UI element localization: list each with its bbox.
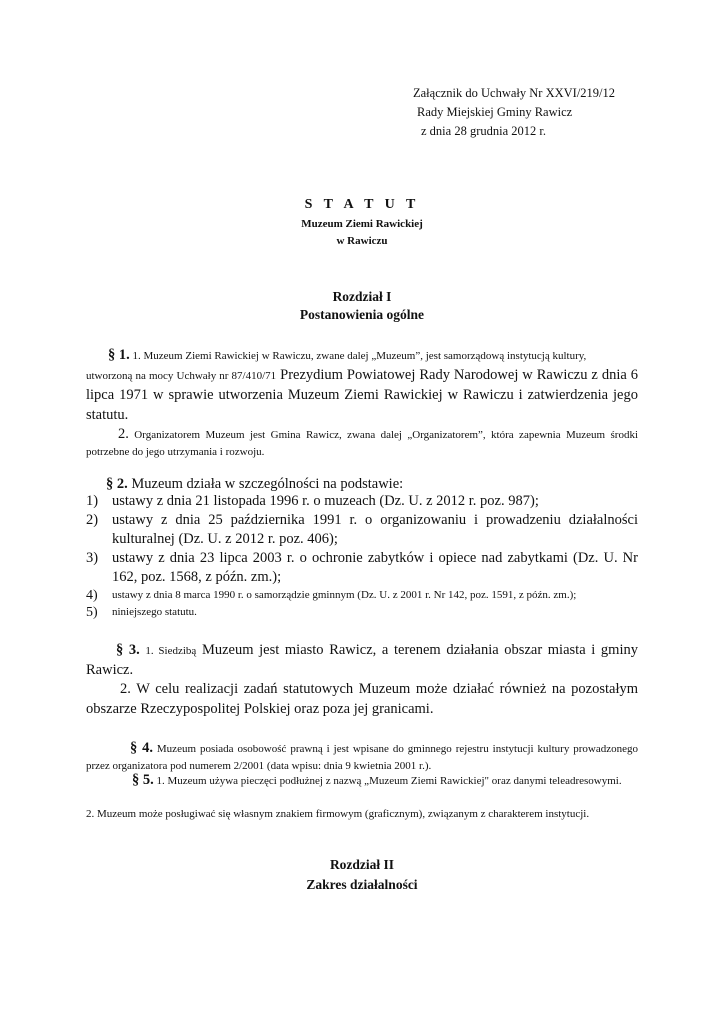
chapter-1-name: Postanowienia ogólne: [299, 307, 425, 322]
section-1-text-c: Prezydium Powiatowej Rady Narodowej w Rawiczu z: [280, 367, 598, 383]
section-2-intro: [106, 474, 403, 494]
section-1-p2-num: 2.: [118, 426, 129, 442]
list-item: 4) ustawy z dnia 8 marca 1990 r. o samorządzie gminnym (Dz. U. z 2001 r. Nr 142, poz. 1591, z późn. zm.);: [86, 588, 577, 603]
chapter-2-name: Zakres działalności: [306, 877, 418, 892]
statute-subtitle-museum: Muzeum Ziemi Rawickiej: [301, 218, 423, 230]
chapter-2-label: Rozdział II: [329, 857, 395, 872]
section-1-sign: § 1.: [108, 347, 130, 363]
section-3-text-a: 1. Siedzibą: [145, 645, 197, 657]
section-5-text-1: 1. Muzeum używa pieczęci podłużnej z nazwą „Muzeum Ziemi Rawickiej" oraz danymi teleadresowymi.: [156, 775, 622, 787]
attachment-header: [413, 84, 615, 141]
section-3-text-b: Muzeum jest miasto Rawicz, a terenem działania obszar miasta i gminy Rawicz.: [86, 642, 638, 678]
section-1-text-a: 1. Muzeum Ziemi Rawickiej w Rawiczu, zwane dalej „Muzeum”, jest samorządową instytucją kultury,: [132, 350, 587, 362]
section-2-list: [86, 492, 638, 621]
section-1-paragraph-2: [86, 424, 638, 461]
section-4-text: Muzeum posiada osobowość prawną i jest wpisane do gminnego rejestru instytucji kultury prowadzonego przez organizatora pod numerem 2/2001 (data wpisu: dnia 9 kwietnia 2001 r.).: [86, 743, 639, 772]
section-1-text-b: utworzoną na mocy Uchwały nr 87/410/71: [86, 370, 277, 382]
section-3-sign: § 3.: [116, 642, 140, 658]
section-1-p2-text: Organizatorem Muzeum jest Gmina Rawicz, zwana dalej „Organizatorem”, która zapewnia Muzeum środki potrzebne do jego utrzymania i rozwoju.: [86, 429, 638, 458]
section-5-paragraph-1: [86, 770, 638, 790]
list-item: 5) niniejszego statutu.: [86, 605, 197, 620]
header-line-1: Załącznik do Uchwały Nr XXVI/219/12: [413, 86, 616, 100]
section-3-paragraph-1: [86, 640, 638, 680]
statute-subtitle-town: w Rawiczu: [336, 235, 388, 247]
section-2-sign: § 2.: [106, 476, 128, 492]
header-line-3: z dnia 28 grudnia 2012 r.: [421, 124, 546, 138]
section-2-intro-text: Muzeum działa w szczególności na podstawie:: [131, 476, 404, 492]
list-item: 1) ustawy z dnia 21 listopada 1996 r. o muzeach (Dz. U. z 2012 r. poz. 987);: [86, 493, 539, 509]
header-line-2: Rady Miejskiej Gminy Rawicz: [417, 105, 573, 119]
section-1-text-d: dnia 6 lipca 1971 w sprawie utworzenia Muzeum Ziemi Rawickiej w Rawiczu i zatwierdzenia jego statutu.: [86, 367, 639, 423]
section-3-paragraph-2: 2. W celu realizacji zadań statutowych Muzeum może działać również na pozostałym obszarze Rzeczypospolitej Polskiej oraz poza jej granicami.: [86, 681, 638, 717]
statute-title: S T A T U T: [304, 197, 420, 212]
section-4-sign: § 4.: [130, 740, 153, 756]
list-item: 2) ustawy z dnia 25 października 1991 r. o organizowaniu i prowadzeniu działalności kulturalnej (Dz. U. z 2012 r. poz. 406);: [86, 512, 638, 547]
section-5-paragraph-2: 2. Muzeum może posługiwać się własnym znakiem firmowym (graficznym), związanym z charakterem instytucji.: [86, 808, 590, 820]
section-5-sign: § 5.: [132, 772, 154, 788]
section-1-paragraph-1: [86, 345, 638, 425]
list-item: 3) ustawy z dnia 23 lipca 2003 r. o ochronie zabytków i opiece nad zabytkami (Dz. U. Nr 162, poz. 1568, z późn. zm.);: [86, 550, 638, 585]
chapter-1-label: Rozdział I: [332, 289, 392, 304]
